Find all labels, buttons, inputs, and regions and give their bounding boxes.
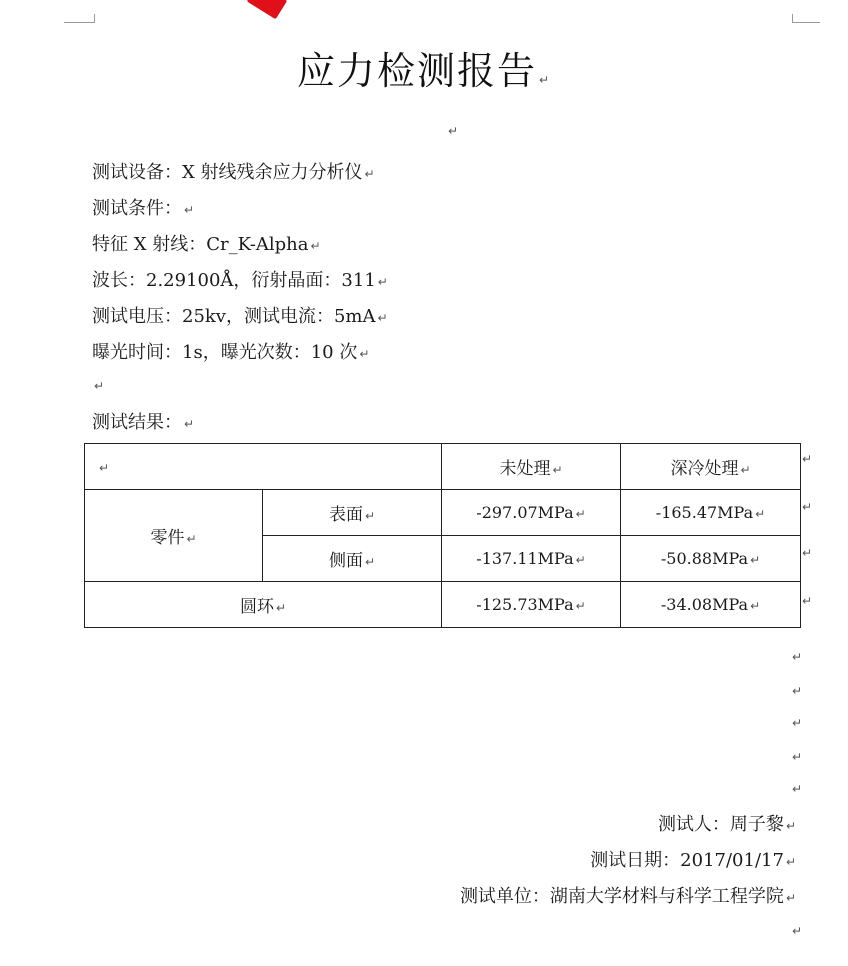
document-title: 应力检测报告 ↵ (296, 49, 552, 93)
paragraph-mark-icon: ↵ (184, 203, 195, 217)
row-label-surface: 表面 ↵ (263, 490, 442, 536)
signature-date: 测试日期：2017/01/17 ↵ (590, 850, 796, 871)
red-annotation-mark (247, 0, 287, 19)
cell-ring-cryo: -34.08MPa ↵ (621, 582, 801, 628)
text-line-results: 测试结果： ↵ (92, 412, 195, 433)
cell-side-untreated: -137.11MPa ↵ (442, 536, 621, 582)
empty-paragraph-mark: ↵ (792, 684, 803, 698)
text-line-wavelength: 波长：2.29100Å，衍射晶面：311 ↵ (92, 270, 388, 291)
empty-paragraph-mark: ↵ (448, 124, 459, 138)
header-untreated: 未处理 ↵ (442, 444, 621, 490)
paragraph-mark-icon: ↵ (94, 379, 105, 393)
text-line-exposure: 曝光时间：1s，曝光次数：10 次 ↵ (92, 342, 370, 363)
paragraph-mark-icon: ↵ (184, 417, 195, 431)
empty-paragraph-mark: ↵ (792, 750, 803, 764)
header-cryo: 深冷处理 ↵ (621, 444, 801, 490)
cell-side-cryo: -50.88MPa ↵ (621, 536, 801, 582)
row-end-mark: ↵ (802, 594, 813, 608)
paragraph-mark-icon: ↵ (538, 73, 552, 87)
cell-surface-untreated: -297.07MPa ↵ (442, 490, 621, 536)
paragraph-mark-icon: ↵ (377, 275, 388, 289)
cell-surface-cryo: -165.47MPa ↵ (621, 490, 801, 536)
text-line-equipment: 测试设备：X 射线残余应力分析仪 ↵ (92, 162, 375, 183)
signature-unit: 测试单位：湖南大学材料与科学工程学院 ↵ (459, 886, 796, 907)
table-row (85, 582, 801, 628)
paragraph-mark-icon: ↵ (359, 347, 370, 361)
empty-paragraph-mark: ↵ (792, 924, 803, 938)
page-corner-mark-top-left (64, 22, 94, 23)
row-label-ring: 圆环 ↵ (85, 582, 442, 628)
text-line-xray: 特征 X 射线：Cr_K-Alpha ↵ (92, 234, 321, 255)
group-label-part: 零件 ↵ (85, 490, 263, 582)
row-label-side: 侧面 ↵ (263, 536, 442, 582)
row-end-mark: ↵ (802, 500, 813, 514)
empty-paragraph-mark: ↵ (792, 782, 803, 796)
page-corner-mark-top-right (792, 22, 820, 23)
text-line-conditions: 测试条件： ↵ (92, 198, 195, 219)
paragraph-mark-icon: ↵ (98, 460, 110, 475)
page-corner-mark-top-left-v (94, 14, 95, 23)
empty-paragraph-mark: ↵ (792, 650, 803, 664)
page-corner-mark-top-right-v (792, 14, 793, 23)
signature-tester: 测试人：周子黎 ↵ (657, 814, 796, 835)
results-table (84, 443, 801, 628)
text-line-empty (92, 374, 104, 395)
row-end-mark: ↵ (802, 546, 813, 560)
text-line-voltage-current: 测试电压：25kv，测试电流：5mA ↵ (92, 306, 388, 327)
row-end-mark: ↵ (802, 452, 813, 466)
cell-ring-untreated: -125.73MPa ↵ (442, 582, 621, 628)
paragraph-mark-icon: ↵ (364, 167, 375, 181)
table-row-header (85, 444, 801, 490)
table-row (85, 490, 801, 536)
empty-paragraph-mark: ↵ (792, 716, 803, 730)
paragraph-mark-icon: ↵ (310, 239, 321, 253)
paragraph-mark-icon: ↵ (377, 311, 388, 325)
header-empty-cell (85, 444, 442, 490)
